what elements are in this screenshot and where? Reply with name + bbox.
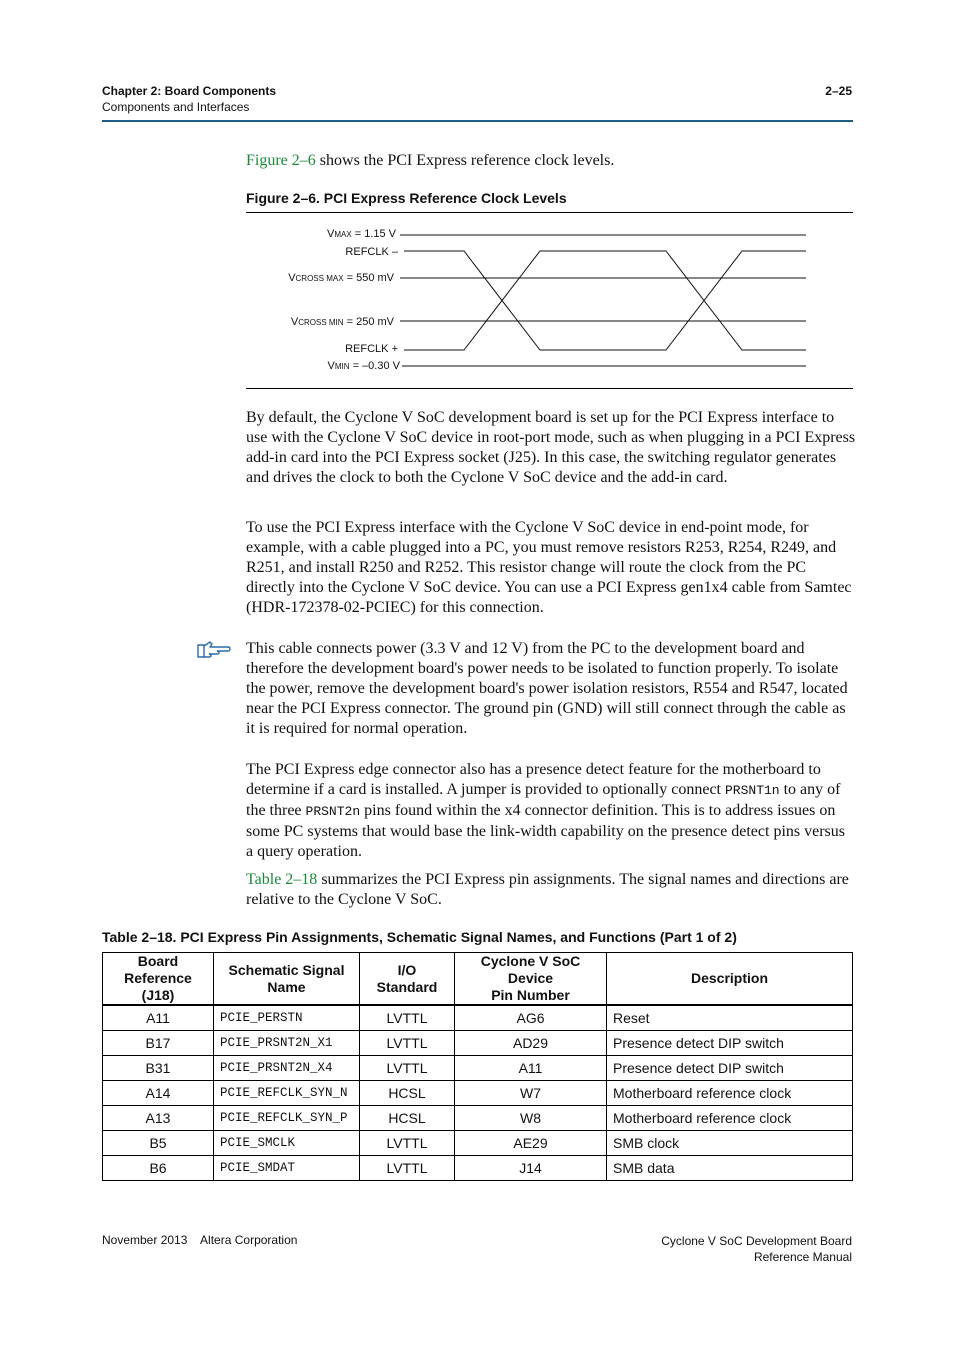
table-row: A13 PCIE_REFCLK_SYN_P HCSL W8 Motherboard reference clock bbox=[103, 1106, 853, 1131]
table-row: B17 PCIE_PRSNT2N_X1 LVTTL AD29 Presence detect DIP switch bbox=[103, 1031, 853, 1056]
table-header-row bbox=[103, 953, 853, 1006]
pointing-hand-icon bbox=[196, 638, 232, 660]
intro-paragraph: Figure 2–6 shows the PCI Express reference clock levels. bbox=[246, 152, 615, 169]
header-board-ref: Board Reference (J18) bbox=[103, 953, 214, 1006]
footer-date-company: November 2013 Altera Corporation bbox=[102, 1233, 298, 1247]
paragraph-root-port: By default, the Cyclone V SoC development board is set up for the PCI Express interface to use with the Cyclone V SoC device in root-port mode, such as when plugging in a PCI Express add-in card into the PCI Express socket (J25). In this case, the switching regulator generates and drives the clock to both the Cyclone V SoC device and the add-in card. bbox=[246, 409, 856, 486]
code-prsnt1n: PRSNT1n bbox=[725, 783, 780, 798]
header-section: Components and Interfaces bbox=[102, 100, 250, 114]
table-link[interactable]: Table 2–18 bbox=[246, 871, 318, 888]
header-rule bbox=[102, 120, 853, 122]
refclk-minus-waveform bbox=[404, 251, 806, 350]
footer-manual-title: Cyclone V SoC Development Board Reference Manual bbox=[661, 1234, 852, 1264]
paragraph-end-point: To use the PCI Express interface with the Cyclone V SoC device in end-point mode, for example, with a cable plugged into a PC, you must remove resistors R253, R254, R249, and R251, and install R250 and R252. This resistor change will route the clock from the PC directly into the Cyclone V SoC device. You can use a PCI Express gen1x4 cable from Samtec (HDR-172378-02-PCIEC) for this connection. bbox=[246, 519, 852, 616]
table-row: A11 PCIE_PERSTN LVTTL AG6 Reset bbox=[103, 1005, 853, 1031]
header-chapter: Chapter 2: Board Components bbox=[102, 84, 277, 98]
paragraph-table-intro: Table 2–18 summarizes the PCI Express pin assignments. The signal names and directions are relative to the Cyclone V SoC. bbox=[246, 871, 849, 908]
refclk-figure bbox=[246, 212, 853, 389]
page-number: 2–25 bbox=[825, 84, 852, 98]
pin-assignment-table bbox=[102, 952, 853, 1181]
label-refclk-plus: REFCLK + bbox=[345, 343, 398, 355]
label-vmin: VMIN = –0.30 V bbox=[327, 360, 400, 372]
label-vcross-min: VCROSS MIN = 250 mV bbox=[290, 316, 394, 328]
table-row: B6 PCIE_SMDAT LVTTL J14 SMB data bbox=[103, 1156, 853, 1181]
code-prsnt2n: PRSNT2n bbox=[305, 804, 361, 819]
table-row: B31 PCIE_PRSNT2N_X4 LVTTL A11 Presence detect DIP switch bbox=[103, 1056, 853, 1081]
refclk-plus-waveform bbox=[404, 251, 806, 350]
header-desc: Description bbox=[607, 953, 853, 1006]
label-vcross-max: VCROSS MAX = 550 mV bbox=[288, 272, 394, 284]
paragraph-presence-detect: The PCI Express edge connector also has a presence detect feature for the motherboard to determine if a card is installed. A jumper is provided to optionally connect PRSNT1n to any of the three PRSNT2n pins found within the x4 connector definition. This is to address issues on some PC systems that would base the link-width capability on the presence detect pins versus a query operation. bbox=[246, 761, 845, 860]
label-vmax: VMAX = 1.15 V bbox=[326, 228, 396, 240]
note-paragraph: This cable connects power (3.3 V and 12 V) from the PC to the development board and therefore the development board's power needs to be isolated to function properly. To isolate the power, remove the development board's power isolation resistors, R554 and R547, located near the PCI Express connector. The ground pin (GND) will still connect through the cable as it is required for normal operation. bbox=[246, 640, 848, 737]
figure-caption: Figure 2–6. PCI Express Reference Clock Levels bbox=[246, 190, 567, 206]
header-pin: Cyclone V SoC Device Pin Number bbox=[455, 953, 607, 1006]
label-refclk-minus: REFCLK – bbox=[345, 246, 398, 258]
table-caption: Table 2–18. PCI Express Pin Assignments, Schematic Signal Names, and Functions (Part 1 of 2) bbox=[102, 929, 737, 945]
header-signal: Schematic Signal Name bbox=[214, 953, 360, 1006]
figure-link[interactable]: Figure 2–6 bbox=[246, 152, 316, 169]
table-row: A14 PCIE_REFCLK_SYN_N HCSL W7 Motherboard reference clock bbox=[103, 1081, 853, 1106]
header-io: I/O Standard bbox=[360, 953, 455, 1006]
table-row: B5 PCIE_SMCLK LVTTL AE29 SMB clock bbox=[103, 1131, 853, 1156]
refclk-diagram bbox=[246, 213, 853, 388]
